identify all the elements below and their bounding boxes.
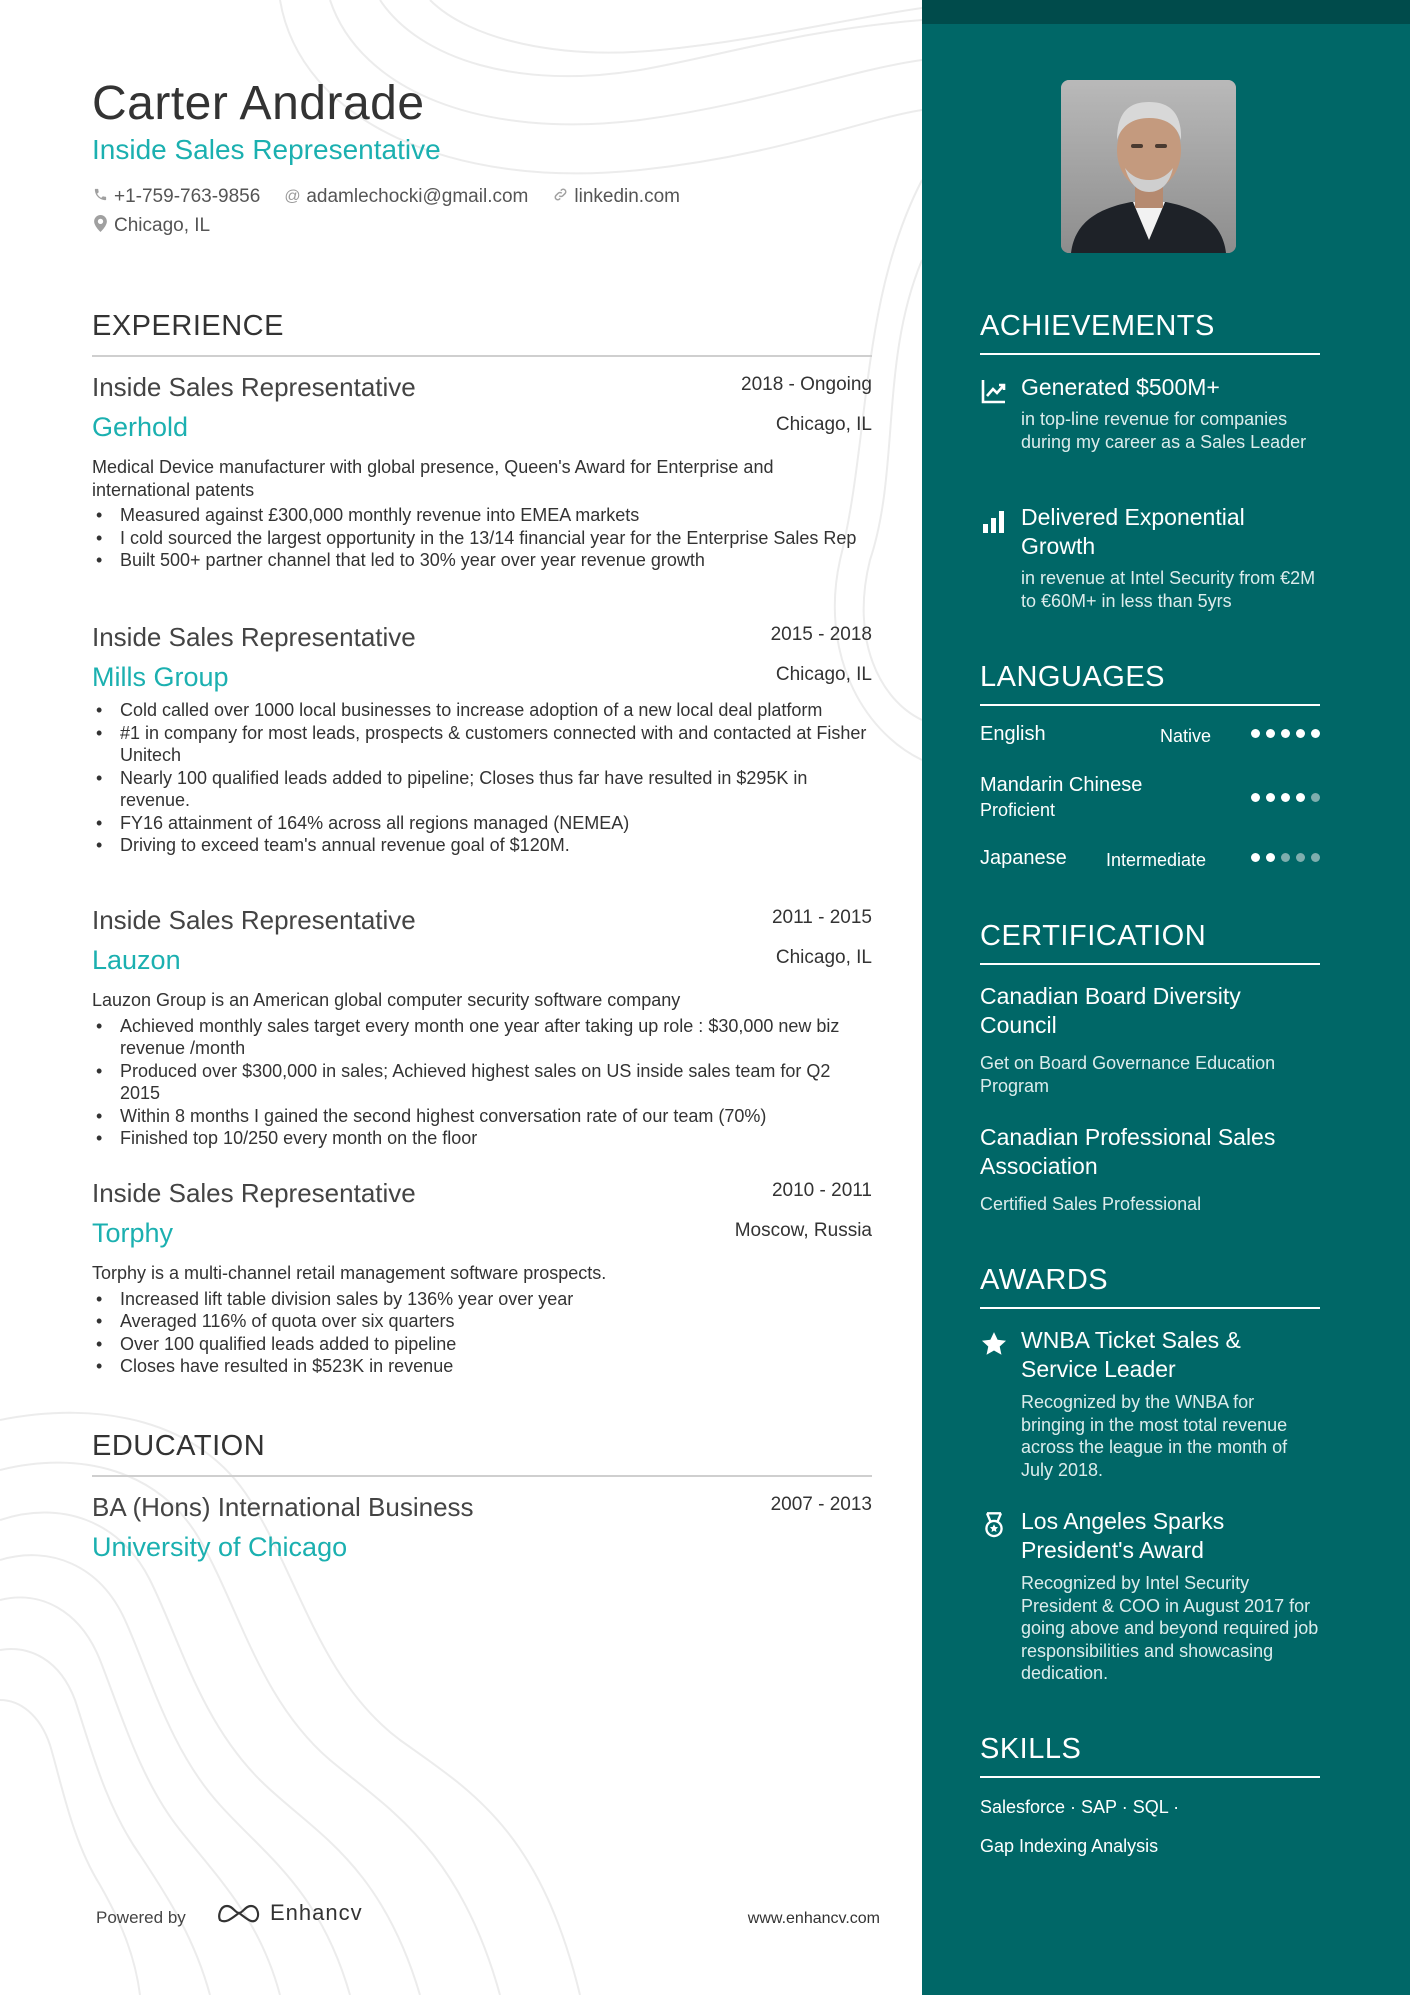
skills-section-title: SKILLS (980, 1733, 1320, 1778)
job-title: Inside Sales Representative (92, 622, 416, 652)
language-rating (1245, 729, 1320, 738)
language-level: Intermediate (1106, 850, 1207, 870)
contact-email[interactable] (284, 186, 528, 208)
job-location: Chicago, IL (775, 664, 872, 685)
contact-location (92, 215, 210, 237)
list-item: • Over 100 qualified leads added to pipeline (92, 1333, 872, 1356)
languages-section-title: LANGUAGES (980, 661, 1320, 706)
list-item: • Driving to exceed team's annual revenue goal of $120M. (92, 834, 872, 857)
list-item: • Finished top 10/250 every month on the floor (92, 1127, 872, 1150)
candidate-name: Carter Andrade (92, 77, 425, 130)
language-level: Native (1160, 726, 1212, 746)
language-name: Mandarin Chinese (980, 774, 1143, 796)
enhancv-logo[interactable] (216, 1900, 363, 1926)
powered-by-text: Powered by (96, 1908, 186, 1927)
rating-dot-filled (1311, 729, 1320, 738)
rating-dot-filled (1251, 793, 1260, 802)
contact-row (92, 186, 704, 208)
list-item: • Produced over $300,000 in sales; Achieved highest sales on US inside sales team for Q2 2015 (92, 1060, 872, 1105)
linkedin-text: linkedin.com (574, 186, 680, 207)
list-item: • Achieved monthly sales target every month one year after taking up role : $30,000 new biz revenue /month (92, 1015, 872, 1060)
job-summary: Torphy is a multi-channel retail management software prospects. (92, 1263, 607, 1283)
job-location: Chicago, IL (775, 414, 872, 435)
job-description (92, 699, 872, 857)
list-item: • Measured against £300,000 monthly revenue into EMEA markets (92, 504, 872, 527)
medal-icon (980, 1511, 1008, 1539)
rating-dot-filled (1266, 729, 1275, 738)
site-url[interactable]: www.enhancv.com (747, 1910, 880, 1927)
link-icon (552, 187, 568, 207)
achievement-desc: in revenue at Intel Security from €2M to €60M+ in less than 5yrs (1021, 568, 1316, 611)
award-title: Los Angeles Sparks President's Award (1021, 1508, 1225, 1563)
at-icon: @ (284, 188, 301, 205)
certification-desc: Certified Sales Professional (980, 1194, 1202, 1214)
sidebar (922, 0, 1410, 1995)
contact-row-location (92, 215, 234, 237)
rating-dot-filled (1281, 729, 1290, 738)
education-section-title: EDUCATION (92, 1430, 872, 1477)
list-item: • Averaged 116% of quota over six quarters (92, 1310, 872, 1333)
job-bullets (92, 504, 872, 572)
award-title: WNBA Ticket Sales & Service Leader (1021, 1327, 1241, 1382)
job-bullets (92, 1288, 872, 1378)
list-item: • I cold sourced the largest opportunity in the 13/14 financial year for the Enterprise Sales Rep (92, 527, 872, 550)
job-description (92, 989, 872, 1150)
contact-linkedin[interactable] (552, 186, 680, 208)
awards-section-title: AWARDS (980, 1264, 1320, 1309)
list-item: • Within 8 months I gained the second highest conversation rate of our team (70%) (92, 1105, 872, 1128)
language-name: English (980, 723, 1046, 745)
skills-list (980, 1788, 1320, 1866)
profile-photo (1061, 80, 1236, 253)
rating-dot-filled (1296, 729, 1305, 738)
sidebar-top-band (922, 0, 1410, 24)
language-item (980, 774, 1320, 824)
language-rating (1245, 853, 1320, 862)
job-date: 2011 - 2015 (771, 907, 872, 928)
job-title: Inside Sales Representative (92, 905, 416, 935)
rating-dot-filled (1281, 793, 1290, 802)
achievement-desc: in top-line revenue for companies during my career as a Sales Leader (1021, 409, 1307, 452)
rating-dot-filled (1266, 853, 1275, 862)
enhancv-logo-icon (216, 1900, 262, 1926)
brand-name: Enhancv (270, 1900, 363, 1925)
achievement-title: Generated $500M+ (1021, 374, 1220, 400)
rating-dot-filled (1296, 793, 1305, 802)
certification-section-title: CERTIFICATION (980, 920, 1320, 965)
skills-line: Gap Indexing Analysis (980, 1836, 1159, 1856)
phone-icon (92, 187, 108, 207)
rating-dot-filled (1251, 729, 1260, 738)
rating-dot-empty (1311, 853, 1320, 862)
education-degree: BA (Hons) International Business (92, 1492, 474, 1522)
award-desc: Recognized by Intel Security President & COO in August 2017 for going above and beyond required job responsibilities and showcasing dedication. (1021, 1573, 1319, 1683)
language-rating (1245, 793, 1320, 802)
certification-title: Canadian Board Diversity Council (980, 983, 1241, 1038)
job-date: 2010 - 2011 (771, 1180, 872, 1201)
job-title: Inside Sales Representative (92, 372, 416, 402)
profile-photo-illustration (1061, 80, 1236, 253)
bar-chart-icon (980, 507, 1008, 535)
phone-text: +1-759-763-9856 (114, 186, 261, 207)
achievement-title: Delivered Exponential Growth (1021, 504, 1245, 559)
job-summary: Medical Device manufacturer with global presence, Queen's Award for Enterprise and international patents (92, 457, 774, 500)
job-description (92, 1262, 872, 1378)
rating-dot-filled (1266, 793, 1275, 802)
list-item: • FY16 attainment of 164% across all regions managed (NEMEA) (92, 812, 872, 835)
rating-dot-empty (1311, 793, 1320, 802)
job-bullets (92, 1015, 872, 1150)
skills-line: Salesforce · SAP · SQL · (980, 1797, 1180, 1817)
star-icon (980, 1330, 1008, 1358)
trend-chart-icon (980, 377, 1008, 405)
certification-desc: Get on Board Governance Education Program (980, 1053, 1276, 1096)
list-item: • Increased lift table division sales by 136% year over year (92, 1288, 872, 1311)
language-item (980, 723, 1320, 753)
rating-dot-empty (1281, 853, 1290, 862)
location-text: Chicago, IL (114, 215, 211, 236)
job-location: Moscow, Russia (734, 1220, 872, 1241)
list-item: • #1 in company for most leads, prospects & customers connected with and contacted at Fisher Unitech (92, 722, 872, 767)
job-summary: Lauzon Group is an American global computer security software company (92, 990, 681, 1010)
candidate-role: Inside Sales Representative (92, 134, 441, 165)
list-item: • Nearly 100 qualified leads added to pipeline; Closes thus far have resulted in $295K in revenue. (92, 767, 872, 812)
job-description (92, 456, 872, 572)
list-item: • Cold called over 1000 local businesses to increase adoption of a new local deal platform (92, 699, 872, 722)
job-title: Inside Sales Representative (92, 1178, 416, 1208)
language-name: Japanese (980, 847, 1067, 869)
location-pin-icon (92, 215, 108, 237)
list-item: • Built 500+ partner channel that led to 30% year over year revenue growth (92, 549, 872, 572)
email-text: adamlechocki@gmail.com (306, 186, 529, 207)
language-item (980, 847, 1320, 877)
job-company: Torphy (92, 1218, 174, 1248)
achievements-section-title: ACHIEVEMENTS (980, 310, 1320, 355)
education-date: 2007 - 2013 (770, 1494, 872, 1515)
language-level: Proficient (980, 800, 1056, 820)
job-company: Mills Group (92, 662, 229, 692)
job-bullets (92, 699, 872, 857)
certification-title: Canadian Professional Sales Association (980, 1124, 1276, 1179)
list-item: • Closes have resulted in $523K in revenue (92, 1355, 872, 1378)
job-company: Lauzon (92, 945, 181, 975)
footer (96, 1900, 880, 1940)
education-school: University of Chicago (92, 1532, 348, 1562)
job-location: Chicago, IL (775, 947, 872, 968)
job-date: 2015 - 2018 (770, 624, 872, 645)
contact-phone[interactable] (92, 186, 260, 208)
job-date: 2018 - Ongoing (741, 374, 872, 395)
experience-section-title: EXPERIENCE (92, 310, 872, 357)
rating-dot-filled (1251, 853, 1260, 862)
award-desc: Recognized by the WNBA for bringing in the most total revenue across the league in the month of July 2018. (1021, 1392, 1288, 1480)
job-company: Gerhold (92, 412, 189, 442)
rating-dot-empty (1296, 853, 1305, 862)
